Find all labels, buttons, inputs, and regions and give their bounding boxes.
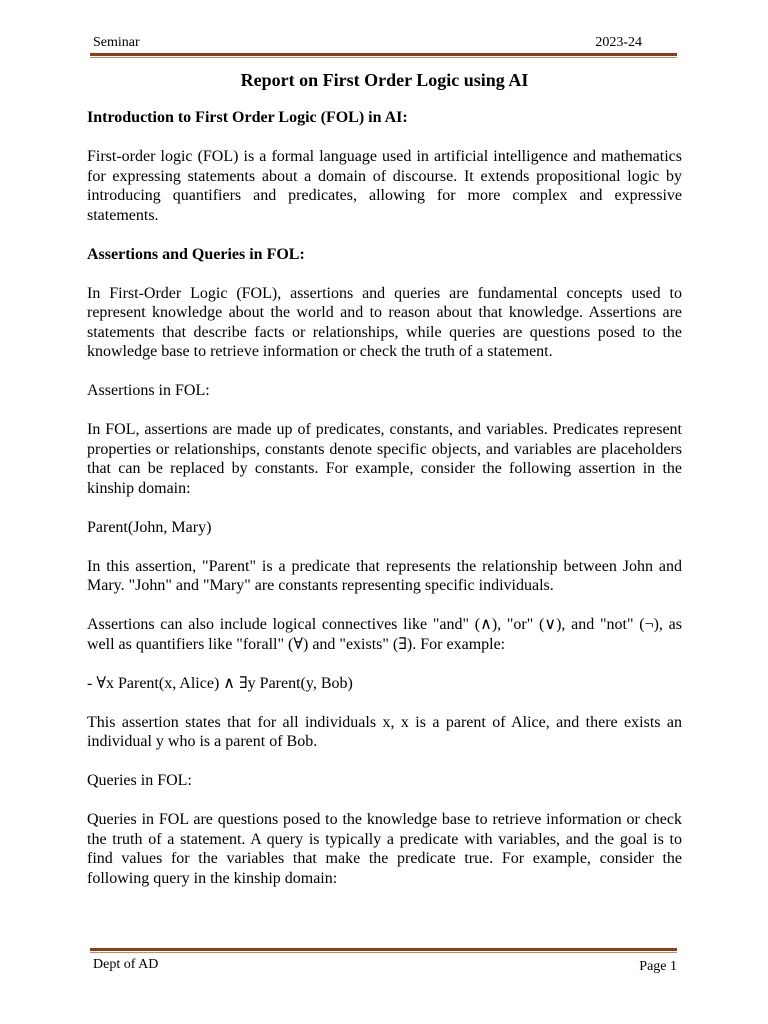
- header-right: 2023-24: [595, 35, 642, 50]
- paragraph: In this assertion, "Parent" is a predicate that represents the relationship between John and Mary. "John" and "Mary" are constants representing specific individuals.: [87, 557, 682, 594]
- subheading: Assertions in FOL:: [87, 382, 210, 399]
- section-heading: Introduction to First Order Logic (FOL) in AI:: [87, 109, 408, 126]
- paragraph: In FOL, assertions are made up of predicates, constants, and variables. Predicates represent properties or relationships, constants denote specific objects, and variables are placeholders that can be replaced by constants. For example, consider the following assertion in the kinship domain:: [87, 421, 682, 497]
- example-line: - ∀x Parent(x, Alice) ∧ ∃y Parent(y, Bob): [87, 674, 353, 692]
- paragraph: This assertion states that for all individuals x, x is a parent of Alice, and there exists an individual y who is a parent of Bob.: [87, 713, 682, 750]
- footer-left: Dept of AD: [93, 957, 159, 972]
- section-heading: Assertions and Queries in FOL:: [87, 245, 305, 263]
- header-rule: [90, 53, 677, 58]
- page-number: Page 1: [639, 959, 677, 974]
- header-left: Seminar: [93, 35, 140, 50]
- subheading: Queries in FOL:: [87, 772, 192, 789]
- document-body: [87, 108, 682, 908]
- paragraph: In First-Order Logic (FOL), assertions and queries are fundamental concepts used to represent knowledge about the world and to reason about that knowledge. Assertions are statements that describe facts or relationships, while queries are questions posed to the knowledge base to retrieve information or check the truth of a statement.: [87, 284, 682, 360]
- paragraph: Assertions can also include logical connectives like "and" (∧), "or" (∨), and "not" (¬), as well as quantifiers like "forall" (∀) and "exists" (∃). For example:: [87, 616, 682, 653]
- footer-rule: [90, 948, 677, 953]
- page-title: Report on First Order Logic using AI: [240, 70, 529, 90]
- paragraph: Queries in FOL are questions posed to the knowledge base to retrieve information or check the truth of a statement. A query is typically a predicate with variables, and the goal is to find values for the variables that make the predicate true. For example, consider the following query in the kinship domain:: [87, 811, 682, 887]
- example-line: Parent(John, Mary): [87, 518, 212, 536]
- paragraph: First-order logic (FOL) is a formal language used in artificial intelligence and mathematics for expressing statements about a domain of discourse. It extends propositional logic by introducing quantifiers and predicates, allowing for more complex and expressive statements.: [87, 148, 682, 224]
